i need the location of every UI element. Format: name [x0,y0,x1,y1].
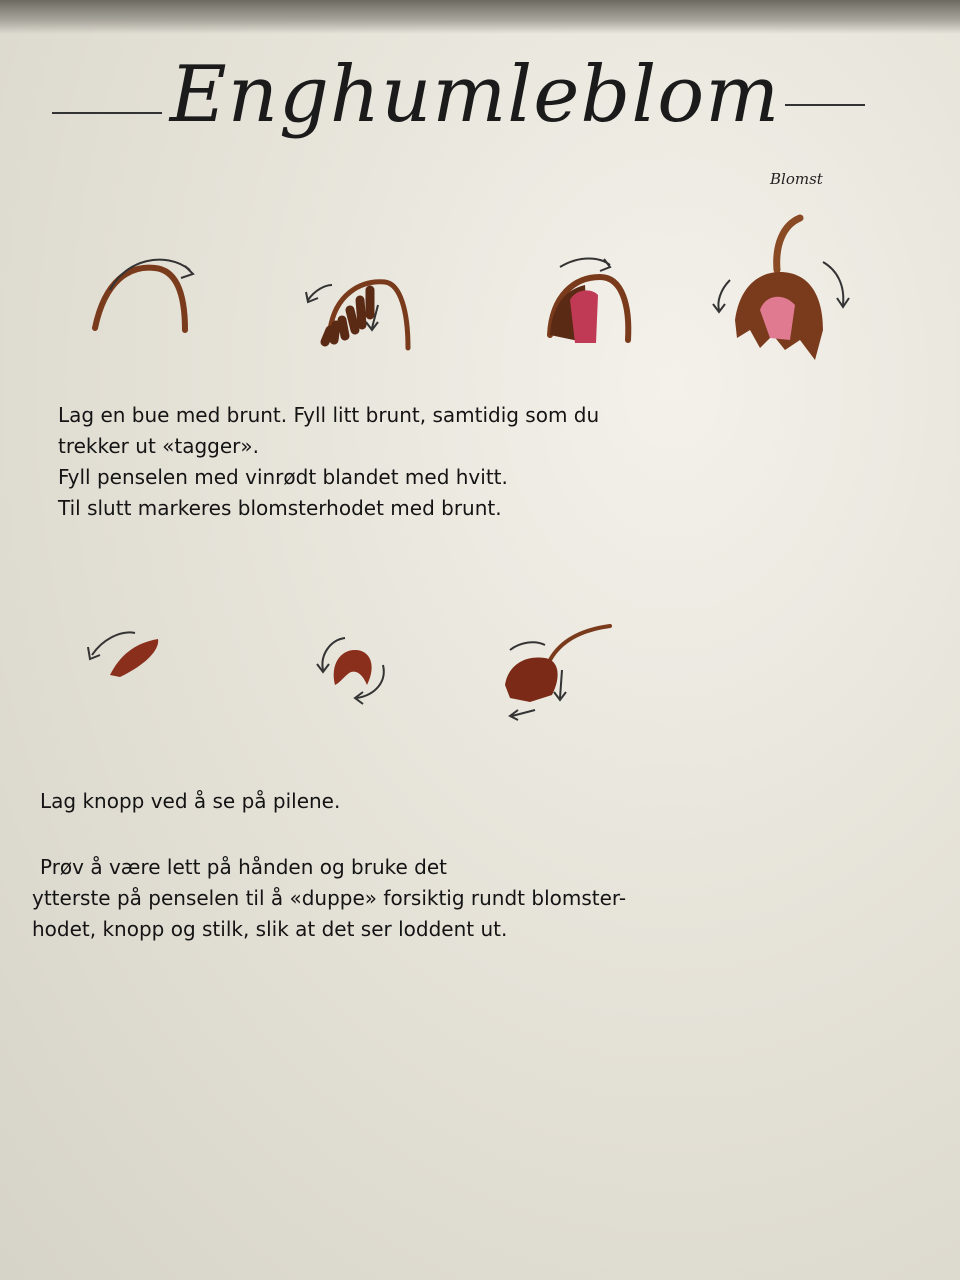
instruction-line: Lag en bue med brunt. Fyll litt brunt, samtidig som du [58,403,600,427]
instructions-block-2 [40,786,340,817]
instruction-line: ytterste på penselen til å «duppe» forsiktig rundt blomster- [32,886,627,910]
flower-step-4-icon [705,210,865,370]
bud-step-1-icon [80,625,170,685]
instruction-line: Lag knopp ved å se på pilene. [40,789,341,813]
page-title: Enghumleblom [169,50,781,140]
instruction-line: Fyll penselen med vinrødt blandet med hvitt. [58,465,508,489]
bleed-through-area [700,300,940,1000]
flower-caption: Blomst [770,170,823,188]
bud-step-3-icon [490,620,620,720]
instruction-line: Prøv å være lett på hånden og bruke det [40,855,448,879]
page-top-edge [0,0,960,34]
instructions-block-1 [58,400,599,524]
bud-step-2-icon [305,630,400,710]
instruction-line: Til slutt markeres blomsterhodet med brunt. [58,496,502,520]
title-rule-left [52,112,162,114]
flower-step-2-icon [300,270,420,360]
flower-step-3-icon [530,255,650,355]
instruction-line: trekker ut «tagger». [58,434,259,458]
arch-stroke-icon [85,250,215,350]
instruction-line: hodet, knopp og stilk, slik at det ser loddent ut. [32,917,508,941]
instructions-block-3 [32,852,626,945]
